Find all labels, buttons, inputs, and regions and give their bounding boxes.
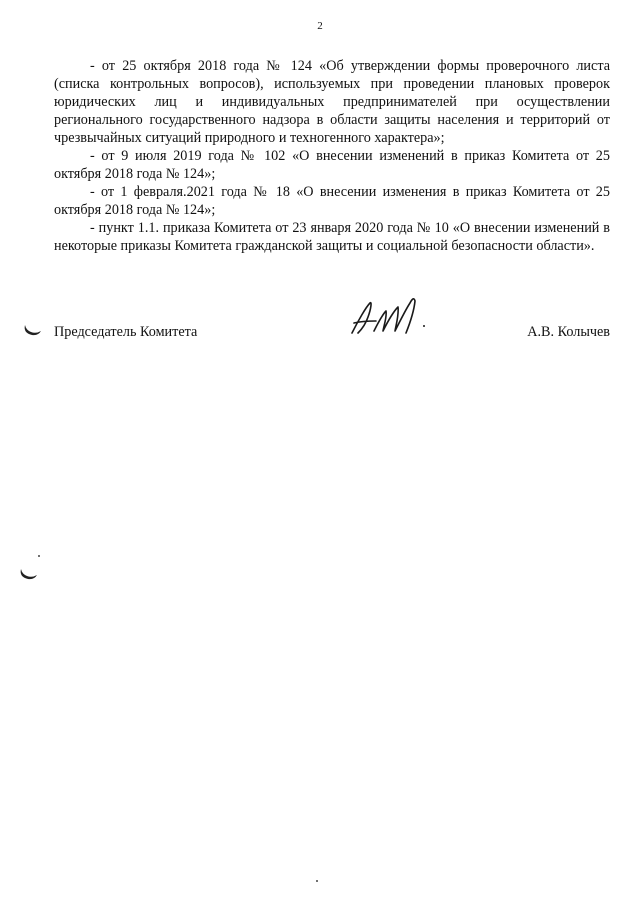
document-body [54, 57, 610, 255]
punch-hole-mark-icon [18, 566, 38, 582]
punch-hole-mark-icon [22, 322, 42, 338]
handwritten-signature [340, 287, 440, 347]
scan-speck [316, 880, 318, 882]
list-item: - от 1 февраля.2021 года № 18 «О внесении изменения в приказ Комитета от 25 октября 2018 года № 124»; [54, 184, 610, 218]
list-item: - от 25 октября 2018 года № 124 «Об утверждении формы проверочного листа (списка контрольных вопросов), используемых при проведении плановых проверок юридических лиц и индивидуальных предпринимателей при осуществлении регионального государственного надзора в области защиты населения и территорий от чрезвычайных ситуаций природного и техногенного характера»; [54, 58, 610, 146]
list-item: - пункт 1.1. приказа Комитета от 23 января 2020 года № 10 «О внесении изменений в некоторые приказы Комитета гражданской защиты и социальной безопасности области». [54, 220, 610, 254]
list-item: - от 9 июля 2019 года № 102 «О внесении изменений в приказ Комитета от 25 октября 2018 года № 124»; [54, 148, 610, 182]
signer-name: А.В. Колычев [527, 324, 610, 340]
signature-block [54, 320, 610, 344]
page-number: 2 [317, 20, 323, 32]
signer-title: Председатель Комитета [54, 324, 198, 340]
scan-speck [38, 555, 40, 557]
